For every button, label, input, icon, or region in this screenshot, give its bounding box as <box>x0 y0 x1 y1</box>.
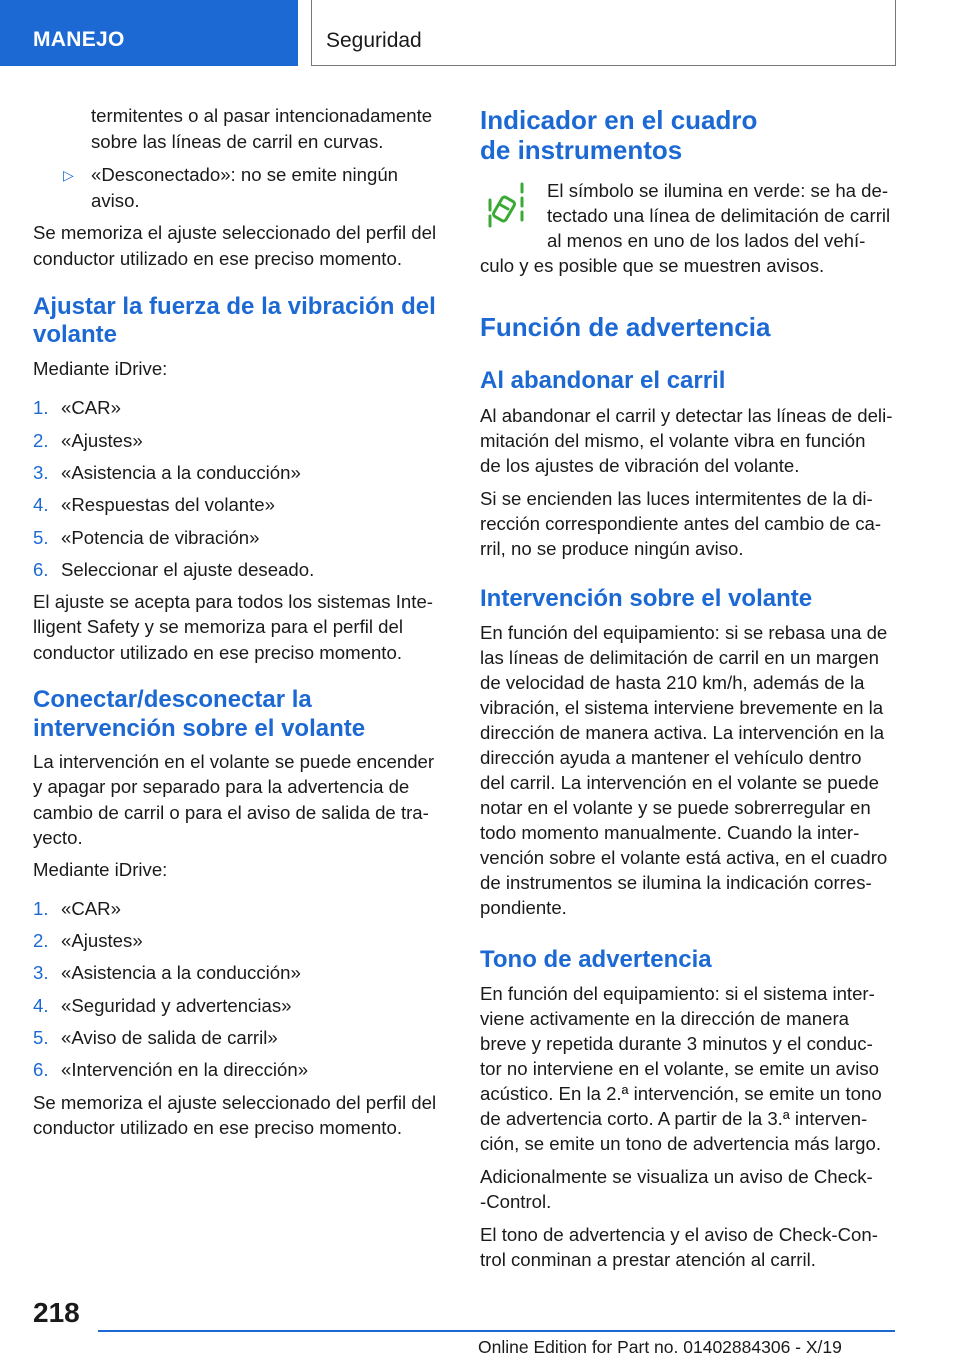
text-line: sobre las líneas de carril en curvas. <box>91 131 384 152</box>
paragraph-line: Al abandonar el carril y detectar las líneas de deli‐ <box>480 405 893 426</box>
paragraph-line: cambio de carril o para el aviso de salida de tra‐ <box>33 802 429 823</box>
paragraph-line: de velocidad de hasta 210 km/h, además de la <box>480 672 865 693</box>
paragraph-line: mitación del mismo, el volante vibra en función <box>480 430 866 451</box>
paragraph-line: Adicionalmente se visualiza un aviso de Check‐ <box>480 1166 873 1187</box>
indicator-text: tectado una línea de delimitación de carril <box>547 205 891 226</box>
paragraph-line: conductor utilizado en ese preciso momento. <box>33 1117 402 1138</box>
paragraph-line: acústico. En la 2.ª intervención, se emite un tono <box>480 1083 882 1104</box>
paragraph-line: todo momento manualmente. Cuando la inter‐ <box>480 822 860 843</box>
paragraph-line: La intervención en el volante se puede encender <box>33 751 435 772</box>
paragraph-line: dirección ayuda a mantener el vehículo dentro <box>480 747 862 768</box>
paragraph-line: Se memoriza el ajuste seleccionado del perfil del <box>33 222 437 243</box>
heading-vibration-2: volante <box>33 321 118 348</box>
paragraph-line: vibración, el sistema interviene brevemente en la <box>480 697 884 718</box>
paragraph-line: tor no interviene en el volante, se emite un aviso <box>480 1058 879 1079</box>
paragraph-line: notar en el volante y se puede sobrerregular en <box>480 797 871 818</box>
heading-toggle: Conectar/desconectar la <box>33 686 312 713</box>
paragraph-line: breve y repetida durante 3 minutos y el conduc‐ <box>480 1033 873 1054</box>
indicator-text: al menos en uno de los lados del vehí‐ <box>547 230 866 251</box>
paragraph-line: de advertencia corto. A partir de la 3.ª interven‐ <box>480 1108 868 1129</box>
text-line: termitentes o al pasar intencionadamente <box>91 105 433 126</box>
paragraph-line: rección correspondiente antes del cambio de ca‐ <box>480 513 882 534</box>
paragraph-line: y apagar por separado para la advertencia de <box>33 776 410 797</box>
footer-divider <box>98 1330 895 1332</box>
heading-tone: Tono de advertencia <box>480 946 712 973</box>
paragraph-line: conductor utilizado en ese preciso momento. <box>33 642 402 663</box>
via-idrive: Mediante iDrive: <box>33 358 168 379</box>
paragraph-line: vención sobre el volante está activa, en el cuadro <box>480 847 888 868</box>
paragraph-line: de los ajustes de vibración del volante. <box>480 455 800 476</box>
paragraph-line: El tono de advertencia y el aviso de Check-Con‐ <box>480 1224 878 1245</box>
indicator-text: culo y es posible que se muestren avisos. <box>480 255 825 276</box>
paragraph-line: yecto. <box>33 827 83 848</box>
paragraph-line: ‐Control. <box>480 1191 552 1212</box>
bullet-text: «Desconectado»: no se emite ningún <box>91 164 399 185</box>
paragraph-line: Si se encienden las luces intermitentes de la di‐ <box>480 488 873 509</box>
paragraph-line: trol conminan a prestar atención al carril. <box>480 1249 816 1270</box>
paragraph-line: En función del equipamiento: si se rebasa una de <box>480 622 888 643</box>
paragraph-line: las líneas de delimitación de carril en un margen <box>480 647 879 668</box>
paragraph-line: El ajuste se acepta para todos los sistemas Inte‐ <box>33 591 433 612</box>
indicator-text: El símbolo se ilumina en verde: se ha de‐ <box>547 180 889 201</box>
paragraph-line: Se memoriza el ajuste seleccionado del perfil del <box>33 1092 437 1113</box>
heading-function: Función de advertencia <box>480 312 771 342</box>
bullet-triangle-icon: ▷ <box>63 167 74 183</box>
page-number: 218 <box>33 1297 80 1328</box>
paragraph-line: En función del equipamiento: si el sistema inter‐ <box>480 983 875 1004</box>
paragraph-line: ción, se emite un tono de advertencia más largo. <box>480 1133 882 1154</box>
paragraph-line: del carril. La intervención en el volante se puede <box>480 772 879 793</box>
lane-departure-icon <box>484 178 528 234</box>
heading-indicator-2: de instrumentos <box>480 135 683 165</box>
paragraph-line: rril, no se produce ningún aviso. <box>480 538 744 559</box>
section-tab <box>0 0 298 66</box>
paragraph-line: lligent Safety y se memoriza para el perfil del <box>33 616 403 637</box>
via-idrive: Mediante iDrive: <box>33 859 168 880</box>
paragraph-line: pondiente. <box>480 897 567 918</box>
subsection-title: Seguridad <box>326 29 422 52</box>
bullet-text: aviso. <box>91 190 140 211</box>
paragraph-line: viene activamente en la dirección de manera <box>480 1008 849 1029</box>
heading-indicator: Indicador en el cuadro <box>480 105 758 135</box>
paragraph-line: dirección de manera activa. La intervención en la <box>480 722 885 743</box>
paragraph-line: conductor utilizado en ese preciso momento. <box>33 248 402 269</box>
paragraph-line: de instrumentos se ilumina la indicación corres‐ <box>480 872 872 893</box>
edition-text: Online Edition for Part no. 01402884306 - X/19 <box>478 1337 842 1357</box>
heading-leaving: Al abandonar el carril <box>480 367 726 394</box>
heading-vibration: Ajustar la fuerza de la vibración del <box>33 293 436 320</box>
heading-toggle-2: intervención sobre el volante <box>33 715 366 742</box>
heading-steering: Intervención sobre el volante <box>480 585 813 612</box>
section-title: MANEJO <box>33 28 125 51</box>
subsection-header <box>311 0 896 66</box>
